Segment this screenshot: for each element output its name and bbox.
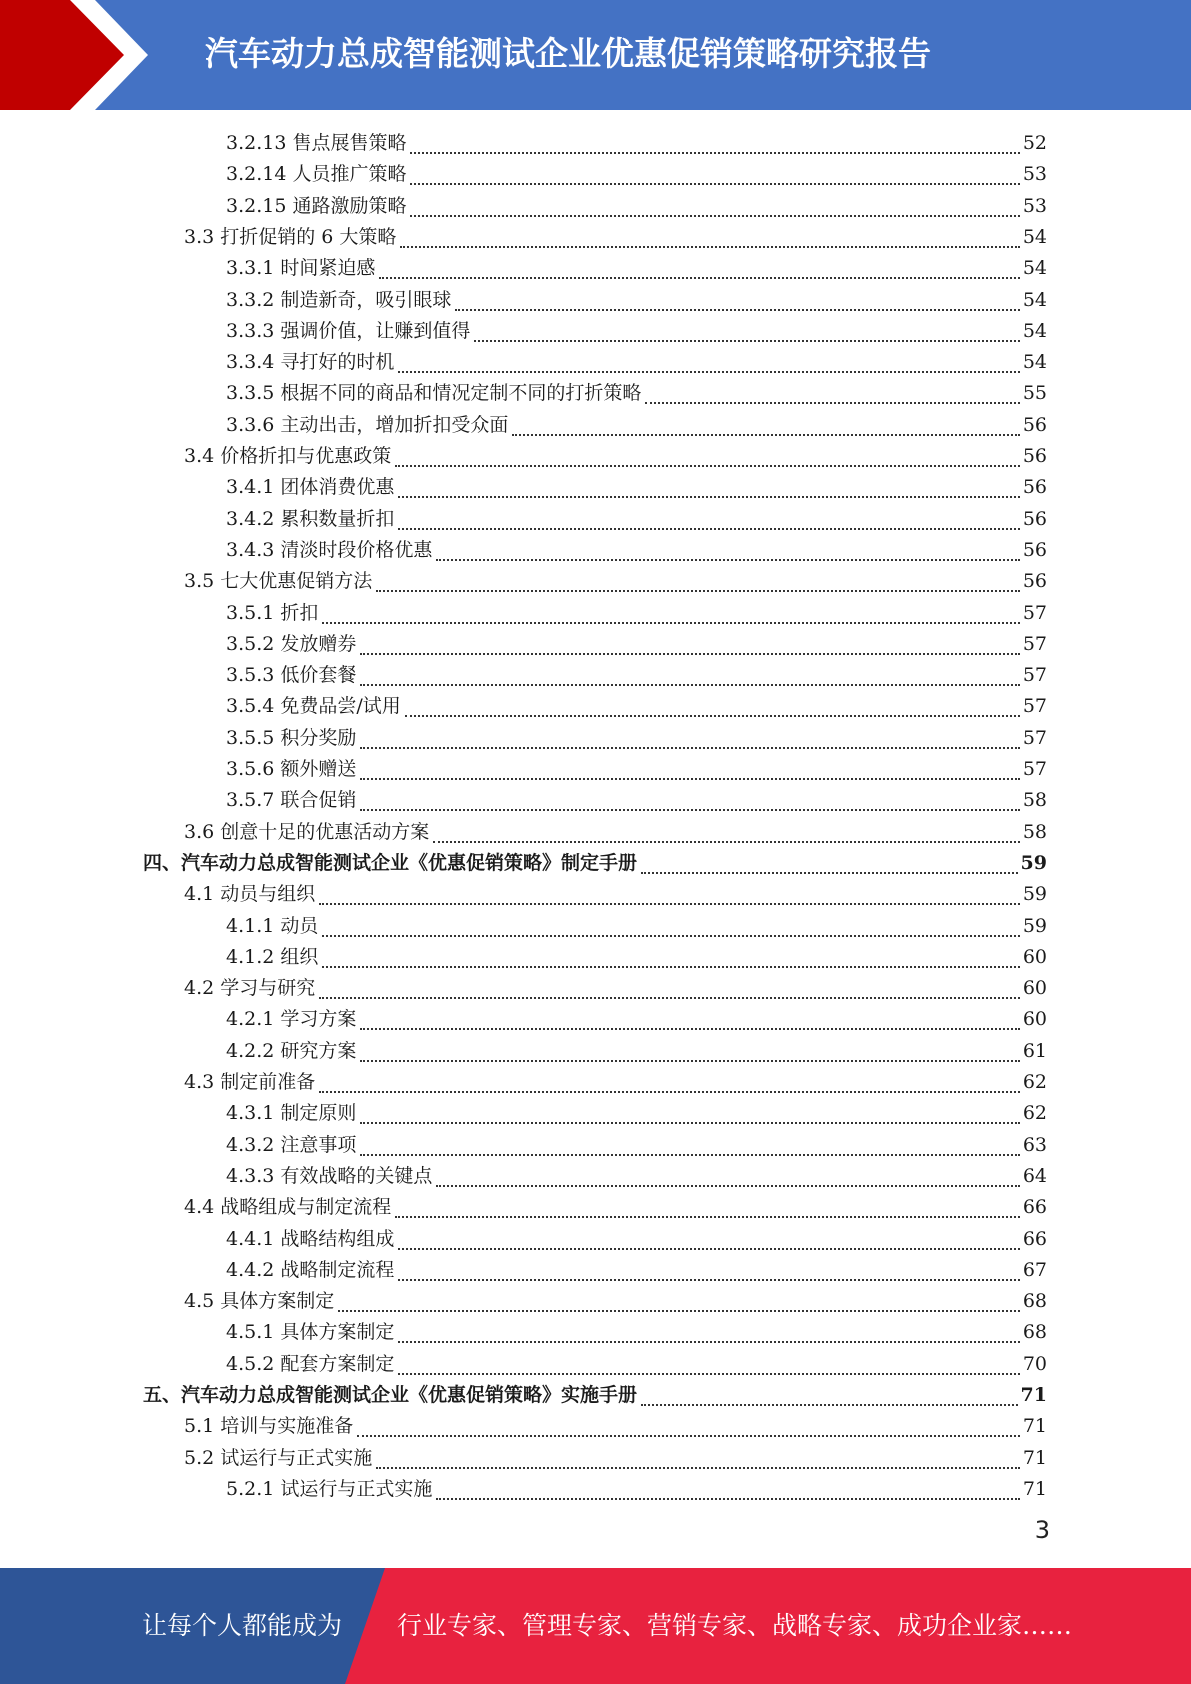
toc-entry-label: 3.3.1 时间紧迫感 [226,257,376,279]
toc-entry-label: 4.4 战略组成与制定流程 [184,1196,392,1218]
page-footer [0,1568,1191,1684]
toc-entry[interactable] [184,1411,1047,1442]
toc-entry[interactable] [184,566,1047,597]
toc-entry-label: 3.2.15 通路激励策略 [226,195,407,217]
toc-entry[interactable] [226,410,1047,441]
toc-entry-label: 4.5 具体方案制定 [184,1290,335,1312]
toc-entry[interactable] [226,472,1047,503]
toc-entry-label: 3.3.6 主动出击，增加折扣受众面 [226,414,509,436]
toc-entry-label: 3.4.3 清淡时段价格优惠 [226,539,433,561]
toc-entry-label: 3.5.6 额外赠送 [226,758,357,780]
toc-entry-label: 4.2.1 学习方案 [226,1008,357,1030]
toc-entry-page: 71 [1022,1447,1047,1469]
toc-dot-leader [360,653,1019,655]
toc-entry-label: 3.2.13 售点展售策略 [226,132,407,154]
toc-entry-page: 55 [1022,382,1047,404]
toc-entry-label: 五、汽车动力总成智能测试企业《优惠促销策略》实施手册 [143,1384,638,1406]
toc-dot-leader [360,747,1019,749]
toc-entry[interactable] [226,660,1047,691]
toc-entry-page: 56 [1022,570,1047,592]
toc-entry[interactable] [226,942,1047,973]
toc-dot-leader [405,715,1020,717]
toc-dot-leader [319,1091,1020,1093]
header-arrow-decoration [0,0,150,110]
toc-entry-page: 71 [1022,1478,1047,1500]
toc-dot-leader [338,1310,1020,1312]
toc-entry-label: 4.2.2 研究方案 [226,1040,357,1062]
toc-entry-label: 3.3.3 强调价值，让赚到值得 [226,320,471,342]
toc-entry-page: 68 [1022,1290,1047,1312]
toc-dot-leader [410,152,1019,154]
toc-entry-label: 3.5.1 折扣 [226,602,319,624]
toc-entry-page: 62 [1022,1071,1047,1093]
toc-entry[interactable] [226,535,1047,566]
toc-entry-page: 57 [1022,727,1047,749]
toc-dot-leader [398,496,1019,498]
toc-entry[interactable] [226,378,1047,409]
toc-entry[interactable] [226,1161,1047,1192]
toc-dot-leader [455,309,1019,311]
toc-entry-label: 4.4.2 战略制定流程 [226,1259,395,1281]
toc-dot-leader [395,465,1020,467]
toc-dot-leader [641,1404,1018,1406]
toc-entry-label: 3.5 七大优惠促销方法 [184,570,373,592]
toc-entry[interactable] [184,817,1047,848]
toc-entry-label: 4.1.2 组织 [226,946,319,968]
toc-entry[interactable] [184,441,1047,472]
toc-entry-page: 62 [1022,1102,1047,1124]
toc-entry-page: 57 [1022,664,1047,686]
toc-entry-label: 3.4.2 累积数量折扣 [226,508,395,530]
toc-entry-label: 4.2 学习与研究 [184,977,316,999]
toc-entry[interactable] [226,1474,1047,1505]
toc-entry-label: 5.1 培训与实施准备 [184,1415,354,1437]
toc-entry[interactable] [184,1286,1047,1317]
toc-entry-page: 60 [1022,946,1047,968]
toc-dot-leader [474,340,1019,342]
toc-entry[interactable] [226,911,1047,942]
toc-entry-page: 57 [1022,758,1047,780]
toc-entry[interactable] [226,723,1047,754]
toc-dot-leader [410,183,1019,185]
toc-entry-label: 四、汽车动力总成智能测试企业《优惠促销策略》制定手册 [143,852,638,874]
toc-entry-page: 71 [1020,1384,1047,1406]
toc-entry-page: 53 [1022,163,1047,185]
toc-entry-label: 4.5.2 配套方案制定 [226,1353,395,1375]
toc-entry-label: 3.3.5 根据不同的商品和情况定制不同的打折策略 [226,382,642,404]
toc-dot-leader [410,215,1019,217]
toc-entry[interactable] [184,973,1047,1004]
toc-entry[interactable] [226,191,1047,222]
toc-entry-label: 4.3 制定前准备 [184,1071,316,1093]
toc-entry-page: 70 [1022,1353,1047,1375]
toc-entry-label: 3.5.4 免费品尝/试用 [226,695,401,717]
toc-entry[interactable] [143,848,1047,879]
toc-entry-page: 60 [1022,977,1047,999]
toc-entry-label: 3.4.1 团体消费优惠 [226,476,395,498]
toc-entry[interactable] [226,316,1047,347]
toc-dot-leader [360,809,1019,811]
toc-entry-page: 56 [1022,476,1047,498]
toc-entry-page: 56 [1022,508,1047,530]
toc-entry[interactable] [226,1098,1047,1129]
toc-entry-page: 64 [1022,1165,1047,1187]
toc-entry-page: 59 [1022,915,1047,937]
toc-dot-leader [322,622,1019,624]
toc-entry-label: 3.3 打折促销的 6 大策略 [184,226,397,248]
toc-entry[interactable] [226,504,1047,535]
toc-entry-label: 4.4.1 战略结构组成 [226,1228,395,1250]
toc-entry[interactable] [226,128,1047,159]
toc-entry-label: 4.3.2 注意事项 [226,1134,357,1156]
toc-entry-label: 5.2.1 试运行与正式实施 [226,1478,433,1500]
toc-entry[interactable] [184,222,1047,253]
footer-slogan-right: 行业专家、管理专家、营销专家、战略专家、成功企业家…… [397,1611,1073,1640]
toc-dot-leader [360,684,1019,686]
toc-dot-leader [360,778,1019,780]
toc-entry[interactable] [226,691,1047,722]
footer-slogan-left: 让每个人都能成为 [142,1611,343,1640]
toc-dot-leader [376,590,1020,592]
toc-entry-page: 59 [1022,883,1047,905]
toc-entry-label: 3.5.3 低价套餐 [226,664,357,686]
toc-entry-label: 4.3.1 制定原则 [226,1102,357,1124]
toc-dot-leader [433,841,1020,843]
toc-dot-leader [376,1467,1020,1469]
toc-dot-leader [360,1154,1019,1156]
toc-entry[interactable] [226,347,1047,378]
toc-entry[interactable] [226,1004,1047,1035]
toc-entry[interactable] [184,879,1047,910]
toc-entry-page: 63 [1022,1134,1047,1156]
toc-entry-label: 3.2.14 人员推广策略 [226,163,407,185]
toc-entry-page: 57 [1022,695,1047,717]
toc-entry-label: 5.2 试运行与正式实施 [184,1447,373,1469]
toc-dot-leader [360,1122,1019,1124]
toc-entry-page: 66 [1022,1228,1047,1250]
toc-entry-page: 59 [1020,852,1047,874]
toc-dot-leader [398,371,1019,373]
toc-entry[interactable] [226,159,1047,190]
toc-dot-leader [398,1373,1019,1375]
toc-dot-leader [398,1341,1019,1343]
toc-dot-leader [645,402,1019,404]
toc-entry-page: 56 [1022,445,1047,467]
toc-entry[interactable] [143,1380,1047,1411]
toc-dot-leader [360,1060,1019,1062]
toc-dot-leader [512,434,1019,436]
toc-entry-label: 3.6 创意十足的优惠活动方案 [184,821,430,843]
toc-entry-page: 52 [1022,132,1047,154]
toc-dot-leader [360,1028,1019,1030]
toc-entry-page: 56 [1022,539,1047,561]
toc-entry-label: 3.3.4 寻打好的时机 [226,351,395,373]
toc-entry[interactable] [184,1443,1047,1474]
toc-entry-page: 57 [1022,602,1047,624]
toc-entry-page: 57 [1022,633,1047,655]
toc-entry[interactable] [226,1349,1047,1380]
toc-entry-label: 3.4 价格折扣与优惠政策 [184,445,392,467]
toc-dot-leader [319,903,1020,905]
toc-dot-leader [398,1248,1019,1250]
toc-entry[interactable] [226,754,1047,785]
toc-dot-leader [398,528,1019,530]
toc-entry-page: 54 [1022,226,1047,248]
toc-entry-page: 54 [1022,320,1047,342]
toc-entry[interactable] [226,285,1047,316]
toc-entry-label: 4.5.1 具体方案制定 [226,1321,395,1343]
toc-dot-leader [322,935,1019,937]
toc-entry-page: 56 [1022,414,1047,436]
toc-dot-leader [322,966,1019,968]
toc-entry[interactable] [184,1067,1047,1098]
toc-entry[interactable] [184,1192,1047,1223]
toc-entry[interactable] [226,1036,1047,1067]
toc-entry-page: 68 [1022,1321,1047,1343]
toc-dot-leader [436,1185,1019,1187]
toc-dot-leader [319,997,1020,999]
page-header [0,0,1191,110]
toc-entry[interactable] [226,1130,1047,1161]
toc-entry-label: 3.5.5 积分奖励 [226,727,357,749]
toc-entry[interactable] [226,629,1047,660]
toc-entry-label: 4.3.3 有效战略的关键点 [226,1165,433,1187]
toc-entry[interactable] [226,1224,1047,1255]
toc-entry-page: 54 [1022,289,1047,311]
toc-entry-label: 4.1 动员与组织 [184,883,316,905]
toc-entry[interactable] [226,785,1047,816]
toc-entry-label: 3.5.2 发放赠券 [226,633,357,655]
document-title: 汽车动力总成智能测试企业优惠促销策略研究报告 [205,34,931,73]
toc-entry-label: 4.1.1 动员 [226,915,319,937]
toc-entry-label: 3.5.7 联合促销 [226,789,357,811]
toc-entry-page: 54 [1022,351,1047,373]
toc-dot-leader [400,246,1019,248]
toc-entry[interactable] [226,1255,1047,1286]
toc-dot-leader [436,559,1019,561]
toc-entry-page: 67 [1022,1259,1047,1281]
toc-dot-leader [357,1435,1020,1437]
toc-dot-leader [398,1279,1019,1281]
toc-dot-leader [379,277,1019,279]
toc-entry[interactable] [226,1317,1047,1348]
toc-dot-leader [395,1216,1020,1218]
toc-entry-page: 54 [1022,257,1047,279]
toc-entry-page: 58 [1022,821,1047,843]
toc-entry-page: 53 [1022,195,1047,217]
toc-entry-page: 71 [1022,1415,1047,1437]
toc-entry-page: 66 [1022,1196,1047,1218]
toc-dot-leader [436,1498,1019,1500]
toc-entry-page: 61 [1022,1040,1047,1062]
toc-entry[interactable] [226,598,1047,629]
toc-entry[interactable] [226,253,1047,284]
toc-dot-leader [641,872,1018,874]
toc-entry-page: 60 [1022,1008,1047,1030]
toc-entry-page: 58 [1022,789,1047,811]
toc-entry-label: 3.3.2 制造新奇，吸引眼球 [226,289,452,311]
page-number: 3 [1034,1516,1050,1544]
